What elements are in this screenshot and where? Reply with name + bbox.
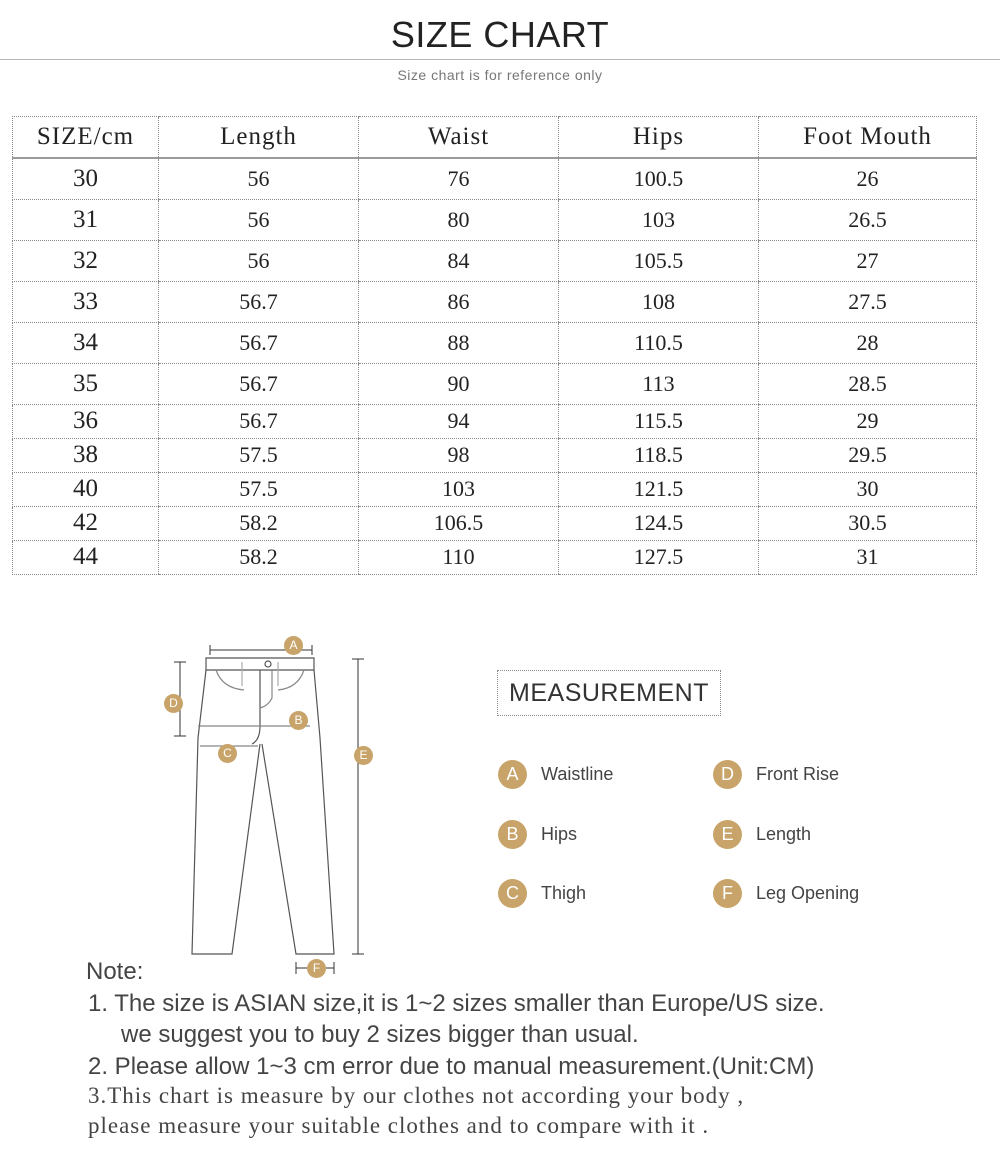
note-line-1: 1. The size is ASIAN size,it is 1~2 sizes smaller than Europe/US size. xyxy=(88,990,825,1017)
badge-b-icon: B xyxy=(498,820,527,849)
legend-label: Length xyxy=(756,824,812,844)
badge-d-icon: D xyxy=(164,694,183,713)
table-row xyxy=(13,540,977,574)
legend-label: Leg Opening xyxy=(756,883,860,903)
legend-label: Waistline xyxy=(541,764,614,784)
legend-label: Thigh xyxy=(541,883,587,903)
size-cell: 38 xyxy=(13,438,159,472)
foot-mouth-cell: 30 xyxy=(759,472,977,506)
note-line-1b: we suggest you to buy 2 sizes bigger than usual. xyxy=(121,1021,639,1048)
page-subtitle: Size chart is for reference only xyxy=(397,67,603,83)
foot-mouth-cell: 31 xyxy=(759,540,977,574)
hips-cell: 118.5 xyxy=(559,438,759,472)
waist-cell: 84 xyxy=(359,240,559,281)
title-divider xyxy=(0,59,1000,60)
note-line-2: 2. Please allow 1~3 cm error due to manual measurement.(Unit:CM) xyxy=(88,1053,815,1080)
column-header-size: SIZE/cm xyxy=(13,117,159,159)
length-cell: 56 xyxy=(159,199,359,240)
legend-item-hips xyxy=(498,820,577,849)
table-row xyxy=(13,363,977,404)
badge-e-icon: E xyxy=(354,746,373,765)
page-title: SIZE CHART xyxy=(390,14,610,55)
hips-cell: 110.5 xyxy=(559,322,759,363)
waist-cell: 106.5 xyxy=(359,506,559,540)
size-cell: 33 xyxy=(13,281,159,322)
size-cell: 42 xyxy=(13,506,159,540)
length-cell: 58.2 xyxy=(159,506,359,540)
length-cell: 56.7 xyxy=(159,322,359,363)
length-cell: 57.5 xyxy=(159,472,359,506)
badge-e-icon: E xyxy=(713,820,742,849)
hips-cell: 127.5 xyxy=(559,540,759,574)
hips-cell: 100.5 xyxy=(559,158,759,199)
table-row xyxy=(13,158,977,199)
length-cell: 56.7 xyxy=(159,404,359,438)
hips-cell: 108 xyxy=(559,281,759,322)
foot-mouth-cell: 29.5 xyxy=(759,438,977,472)
size-cell: 30 xyxy=(13,158,159,199)
waist-cell: 110 xyxy=(359,540,559,574)
hips-cell: 105.5 xyxy=(559,240,759,281)
legend-item-front-rise xyxy=(713,760,839,789)
badge-a-icon: A xyxy=(284,636,303,655)
legend-item-waistline xyxy=(498,760,613,789)
foot-mouth-cell: 28 xyxy=(759,322,977,363)
size-cell: 31 xyxy=(13,199,159,240)
waist-cell: 94 xyxy=(359,404,559,438)
length-cell: 56.7 xyxy=(159,281,359,322)
badge-c-icon: C xyxy=(498,879,527,908)
waist-cell: 103 xyxy=(359,472,559,506)
hips-cell: 121.5 xyxy=(559,472,759,506)
size-cell: 36 xyxy=(13,404,159,438)
length-cell: 56.7 xyxy=(159,363,359,404)
badge-c-icon: C xyxy=(218,744,237,763)
foot-mouth-cell: 27.5 xyxy=(759,281,977,322)
table-row xyxy=(13,240,977,281)
column-header-length: Length xyxy=(159,117,359,159)
size-cell: 35 xyxy=(13,363,159,404)
waist-cell: 90 xyxy=(359,363,559,404)
hips-cell: 115.5 xyxy=(559,404,759,438)
table-row xyxy=(13,281,977,322)
note-line-3b: please measure your suitable clothes and to compare with it . xyxy=(88,1113,710,1138)
table-row xyxy=(13,199,977,240)
legend-item-leg-opening xyxy=(713,879,859,908)
legend-label: Hips xyxy=(541,824,578,844)
hips-cell: 103 xyxy=(559,199,759,240)
table-row xyxy=(13,506,977,540)
length-cell: 58.2 xyxy=(159,540,359,574)
foot-mouth-cell: 28.5 xyxy=(759,363,977,404)
foot-mouth-cell: 26 xyxy=(759,158,977,199)
badge-a-icon: A xyxy=(498,760,527,789)
pants-diagram xyxy=(160,628,380,980)
size-cell: 40 xyxy=(13,472,159,506)
length-cell: 56 xyxy=(159,240,359,281)
waist-cell: 98 xyxy=(359,438,559,472)
length-cell: 56 xyxy=(159,158,359,199)
badge-b-icon: B xyxy=(289,711,308,730)
foot-mouth-cell: 30.5 xyxy=(759,506,977,540)
hips-cell: 113 xyxy=(559,363,759,404)
waist-cell: 80 xyxy=(359,199,559,240)
badge-d-icon: D xyxy=(713,760,742,789)
foot-mouth-cell: 29 xyxy=(759,404,977,438)
size-cell: 34 xyxy=(13,322,159,363)
legend-item-length xyxy=(713,820,811,849)
table-row xyxy=(13,472,977,506)
size-cell: 44 xyxy=(13,540,159,574)
hips-cell: 124.5 xyxy=(559,506,759,540)
table-row xyxy=(13,438,977,472)
size-table xyxy=(12,116,977,575)
badge-f-icon: F xyxy=(713,879,742,908)
length-cell: 57.5 xyxy=(159,438,359,472)
legend-label: Front Rise xyxy=(756,764,840,784)
table-row xyxy=(13,404,977,438)
size-cell: 32 xyxy=(13,240,159,281)
note-line-3: 3.This chart is measure by our clothes not according your body , xyxy=(88,1083,745,1108)
column-header-waist: Waist xyxy=(359,117,559,159)
waist-cell: 88 xyxy=(359,322,559,363)
column-header-hips: Hips xyxy=(559,117,759,159)
note-heading: Note: xyxy=(86,958,144,985)
table-row xyxy=(13,322,977,363)
foot-mouth-cell: 26.5 xyxy=(759,199,977,240)
waist-cell: 76 xyxy=(359,158,559,199)
badge-f-icon: F xyxy=(307,959,326,978)
legend-item-thigh xyxy=(498,879,586,908)
table-header-row xyxy=(13,117,977,159)
column-header-foot-mouth: Foot Mouth xyxy=(759,117,977,159)
waist-cell: 86 xyxy=(359,281,559,322)
foot-mouth-cell: 27 xyxy=(759,240,977,281)
pants-outline-icon xyxy=(160,628,380,980)
measurement-title: MEASUREMENT xyxy=(497,670,721,716)
